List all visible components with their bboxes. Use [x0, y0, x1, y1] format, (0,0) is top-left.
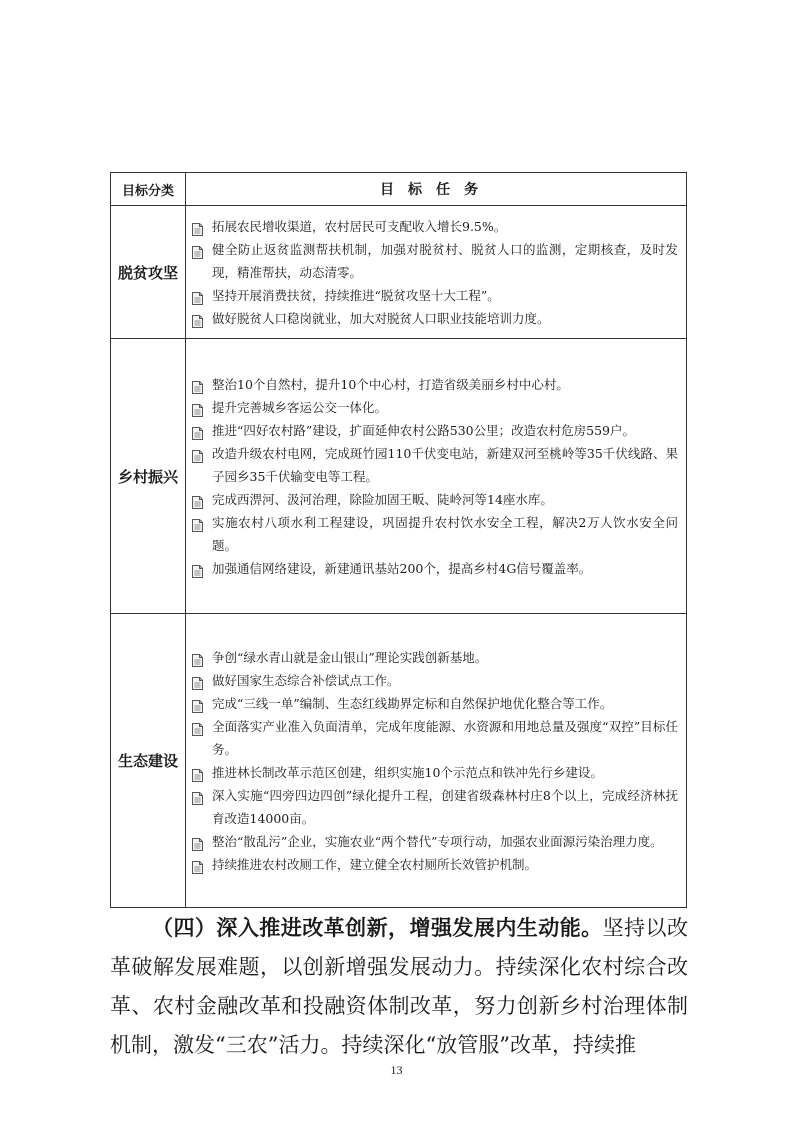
task-text: 健全防止返贫监测帮扶机制，加强对脱贫村、脱贫人口的监测，定期核查，及时发现，精准帮扶，动态清零。: [212, 241, 678, 280]
document-icon: [192, 378, 203, 391]
task-text: 做好国家生态综合补偿试点工作。: [212, 672, 400, 688]
category-poverty: 脱贫攻坚: [111, 206, 186, 339]
category-rural-revitalization: 乡村振兴: [111, 339, 186, 614]
document-icon: [192, 447, 203, 460]
header-tasks: 目标任务: [186, 173, 687, 206]
document-icon: [192, 674, 203, 687]
document-icon: [192, 562, 203, 575]
document-icon: [192, 835, 203, 848]
task-text: 提升完善城乡客运公交一体化。: [212, 399, 388, 415]
tasks-cell: [186, 206, 687, 339]
list-item: [192, 373, 678, 396]
list-item: [192, 511, 678, 557]
table-row: [111, 206, 687, 339]
document-icon: [192, 766, 203, 779]
document-icon: [192, 289, 203, 302]
table-row: [111, 339, 687, 614]
task-text: 加强通信网络建设，新建通讯基站200个，提高乡村4G信号覆盖率。: [212, 560, 592, 576]
list-item: [192, 715, 678, 761]
task-text: 整治“散乱污”企业，实施农业“两个替代”专项行动，加强农业面源污染治理力度。: [212, 833, 663, 849]
task-text: 拓展农民增收渠道，农村居民可支配收入增长9.5%。: [212, 218, 507, 234]
list-item: [192, 442, 678, 488]
list-item: [192, 284, 678, 307]
paragraph-lead: （四）深入推进改革创新，增强发展内生动能。: [152, 915, 603, 940]
document-icon: [192, 516, 203, 529]
document-icon: [192, 858, 203, 871]
task-list: [192, 215, 678, 330]
targets-table: [110, 172, 687, 908]
list-item: [192, 761, 678, 784]
list-item: [192, 488, 678, 511]
category-ecology: 生态建设: [111, 614, 186, 908]
task-text: 全面落实产业准入负面清单，完成年度能源、水资源和用地总量及强度“双控”目标任务。: [212, 718, 678, 757]
task-text: 坚持开展消费扶贫，持续推进“脱贫攻坚十大工程”。: [212, 287, 500, 303]
list-item: [192, 396, 678, 419]
list-item: [192, 669, 678, 692]
document-icon: [192, 312, 203, 325]
task-text: 推进林长制改革示范区创建，组织实施10个示范点和铁冲先行乡建设。: [212, 764, 603, 780]
list-item: [192, 307, 678, 330]
document-icon: [192, 697, 203, 710]
list-item: [192, 692, 678, 715]
body-paragraph: [110, 908, 688, 1065]
tasks-cell: [186, 339, 687, 614]
document-icon: [192, 220, 203, 233]
document-icon: [192, 651, 203, 664]
task-text: 完成西淠河、汲河治理，除险加固王畈、陡岭河等14座水库。: [212, 491, 553, 507]
task-text: 实施农村八项水利工程建设，巩固提升农村饮水安全工程，解决2万人饮水安全问题。: [212, 514, 678, 553]
document-icon: [192, 493, 203, 506]
task-text: 做好脱贫人口稳岗就业，加大对脱贫人口职业技能培训力度。: [212, 310, 550, 326]
task-text: 深入实施“四旁四边四创”绿化提升工程，创建省级森林村庄8个以上，完成经济林抚育改造14000亩。: [212, 787, 678, 826]
document-icon: [192, 243, 203, 256]
document-icon: [192, 401, 203, 414]
task-text: 持续推进农村改厕工作，建立健全农村厕所长效管护机制。: [212, 856, 538, 872]
paragraph-text: 坚持以改革破解发展难题，以创新增强发展动力。持续深化农村综合改革、农村金融改革和投融资体制改革，努力创新乡村治理体制机制，激发“三农”活力。持续深化“放管服”改革，持续推: [110, 916, 688, 1057]
header-category: 目标分类: [111, 173, 186, 206]
list-item: [192, 646, 678, 669]
list-item: [192, 215, 678, 238]
task-text: 争创“绿水青山就是金山银山”理论实践创新基地。: [212, 649, 488, 665]
page-number: 13: [390, 1063, 403, 1077]
table-header-row: [111, 173, 687, 206]
list-item: [192, 238, 678, 284]
table-row: [111, 614, 687, 908]
list-item: [192, 830, 678, 853]
list-item: [192, 419, 678, 442]
task-text: 整治10个自然村，提升10个中心村，打造省级美丽乡村中心村。: [212, 376, 569, 392]
list-item: [192, 784, 678, 830]
task-list: [192, 646, 678, 876]
document-icon: [192, 789, 203, 802]
task-text: 推进“四好农村路”建设，扩面延伸农村公路530公里；改造农村危房559户。: [212, 422, 635, 438]
list-item: [192, 557, 678, 580]
document-icon: [192, 720, 203, 733]
document-icon: [192, 424, 203, 437]
task-list: [192, 373, 678, 580]
list-item: [192, 853, 678, 876]
task-text: 改造升级农村电网，完成斑竹园110千伏变电站，新建双河至桃岭等35千伏线路、果子园乡35千伏输变电等工程。: [212, 445, 678, 484]
tasks-cell: [186, 614, 687, 908]
task-text: 完成“三线一单”编制、生态红线勘界定标和自然保护地优化整合等工作。: [212, 695, 613, 711]
